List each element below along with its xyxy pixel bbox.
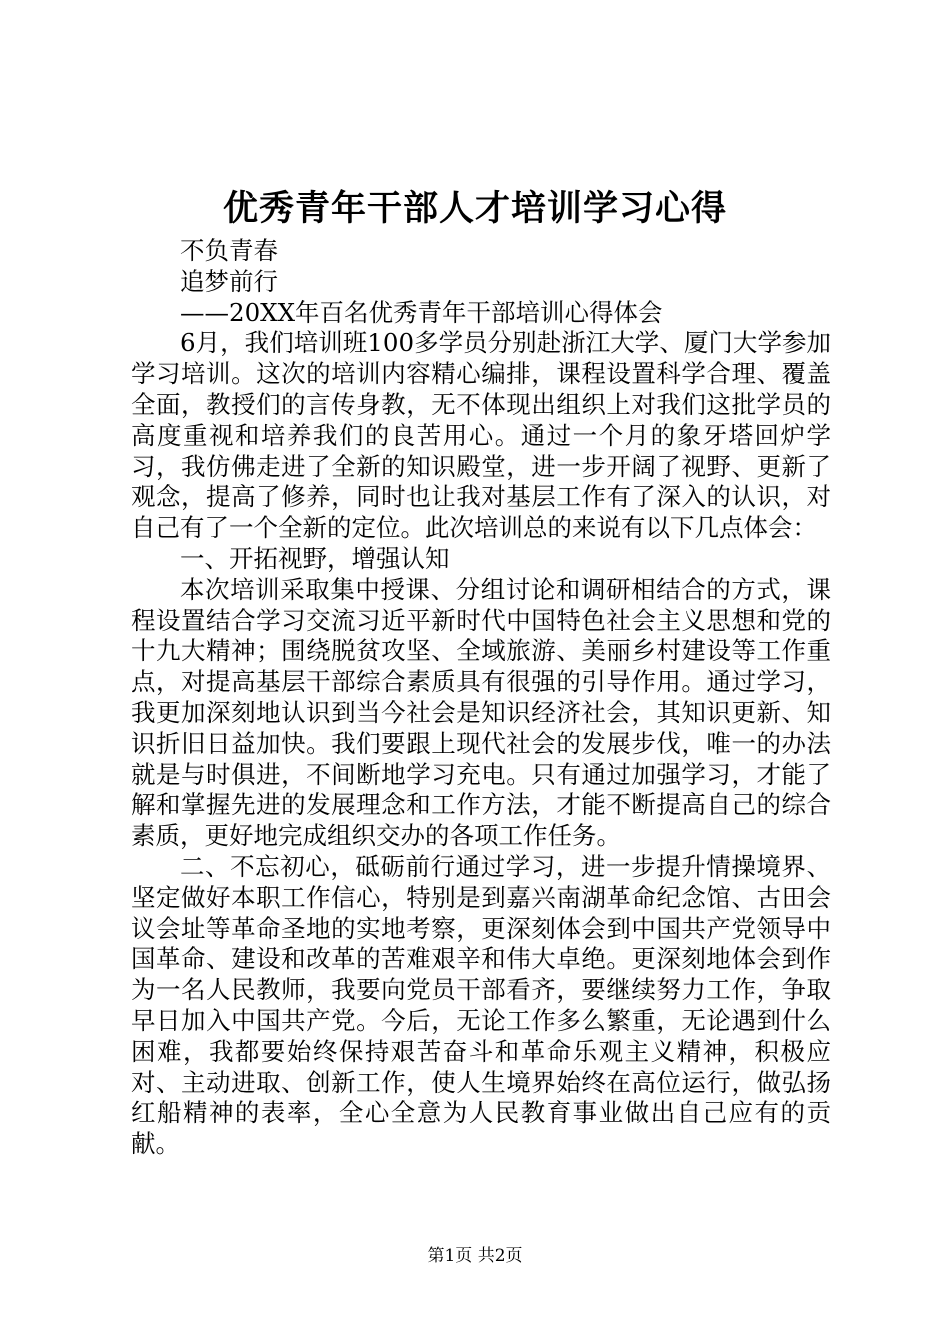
subtitle-line-3: ——20XX年百名优秀青年干部培训心得体会 [180,297,663,327]
document-title: 优秀青年干部人才培训学习心得 [222,189,727,229]
document-body [131,236,831,1160]
subtitle-line-1: 不负青春 [180,236,278,265]
page-number-footer: 第1页 共2页 [427,1246,523,1266]
section-heading-1: 一、开拓视野，增强认知 [180,543,450,573]
section-paragraph-1: 本次培训采取集中授课、分组讨论和调研相结合的方式，课程设置结合学习交流习近平新时代中国特色社会主义思想和党的十九大精神；围绕脱贫攻坚、全域旅游、美丽乡村建设等工作重点，对提高基层干部综合素质具有很强的引导作用。通过学习，我更加深刻地认识到当今社会是知识经济社会，其知识更新、知识折旧日益加快。我们要跟上现代社会的发展步伐，唯一的办法就是与时俱进，不间断地学习充电。只有通过加强学习，才能了解和掌握先进的发展理念和工作方法，才能不断提高自己的综合素质，更好地完成组织交办的各项工作任务。 [131,574,831,851]
subtitle-line-2: 追梦前行 [180,266,278,296]
section-paragraph-2: 二、不忘初心，砥砺前行通过学习，进一步提升情操境界、坚定做好本职工作信心，特别是到嘉兴南湖革命纪念馆、古田会议会址等革命圣地的实地考察，更深刻体会到中国共产党领导中国革命、建设和改革的苦难艰辛和伟大卓绝。更深刻地体会到作为一名人民教师，我要向党员干部看齐，要继续努力工作，争取早日加入中国共产党。今后，无论工作多么繁重，无论遇到什么困难，我都要始终保持艰苦奋斗和革命乐观主义精神，积极应对、主动进取、创新工作，使人生境界始终在高位运行，做弘扬红船精神的表率，全心全意为人民教育事业做出自己应有的贡献。 [131,851,831,1159]
intro-paragraph: 6月，我们培训班100多学员分别赴浙江大学、厦门大学参加学习培训。这次的培训内容精心编排，课程设置科学合理、覆盖全面，教授们的言传身教，无不体现出组织上对我们这批学员的高度重视和培养我们的良苦用心。通过一个月的象牙塔回炉学习，我仿佛走进了全新的知识殿堂，进一步开阔了视野、更新了观念，提高了修养，同时也让我对基层工作有了深入的认识，对自己有了一个全新的定位。此次培训总的来说有以下几点体会： [131,328,831,543]
